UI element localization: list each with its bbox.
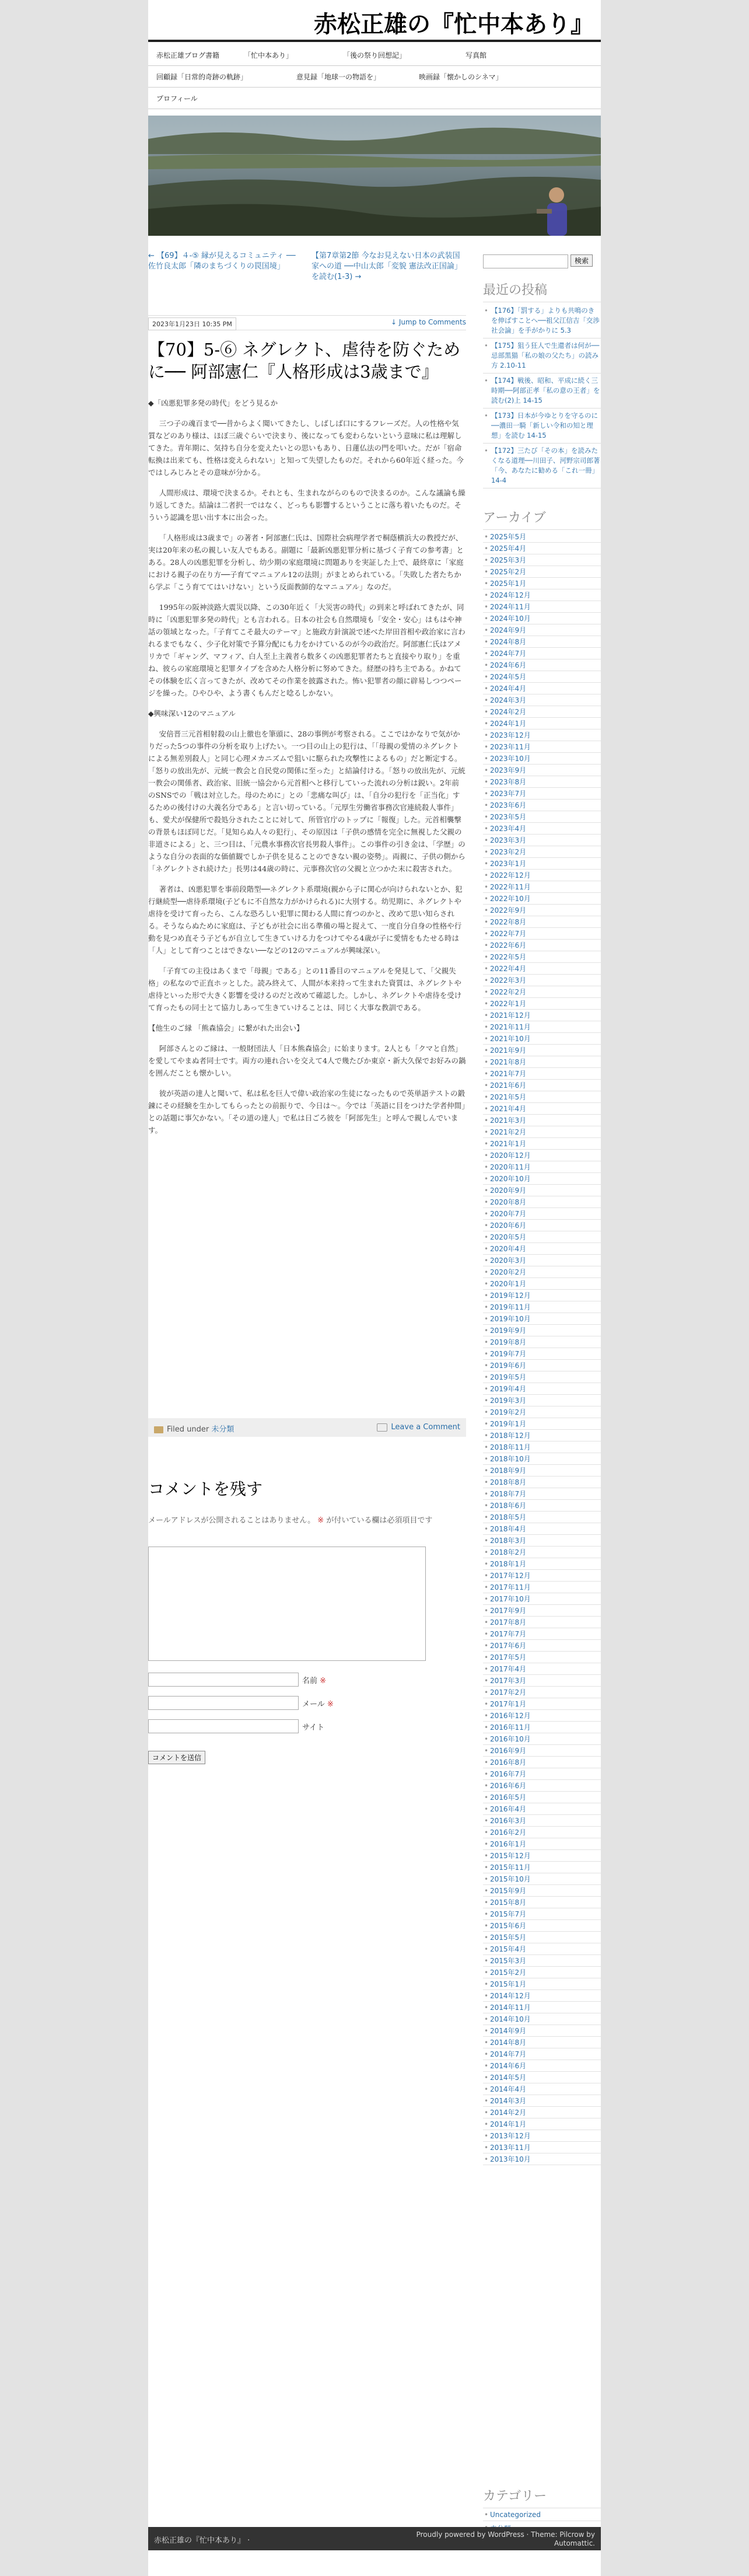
archive-month-link[interactable]: • 2015年4月 [483,1943,601,1955]
archive-month-link[interactable]: • 2015年7月 [483,1908,601,1920]
nav-item-kaikoroku[interactable]: 回顧録「日常的奇跡の軌跡」 [156,73,248,81]
archive-month-link[interactable]: • 2022年9月 [483,905,601,916]
paragraph: 彼が英語の達人と聞いて、私は私を巨人で偉い政治家の生徒になったもので英単語テストの鍛錬にその経験を生かしてもらったとの前振りで、今日は〜。今では「英語に目をつけた学者仲間」との話題に事欠かない。「その道の達人」で私は日ごろ彼を「阿部先生」と呼んで親しんでいます。 [148,1089,466,1135]
archive-month-link[interactable]: • 2016年10月 [483,1733,601,1745]
archive-month-link[interactable]: • 2019年2月 [483,1406,601,1418]
archive-month-link[interactable]: • 2017年12月 [483,1570,601,1582]
archive-month-link[interactable]: • 2025年5月 [483,531,601,543]
nav-item-memoir[interactable]: 「後の祭り回想記」 [343,51,407,60]
comment-textarea[interactable] [148,1547,426,1661]
archive-month-link[interactable]: • 2025年2月 [483,566,601,578]
paragraph: 1995年の阪神淡路大震災以降、この30年近く「大災害の時代」の到来と呼ばれてきたが、同時に「凶悪犯罪多発の時代」とも言われる。日本の社会も自然環境も「安全・安心」はもはや神話の領域となった。「子育てこそ最大のテーマ」と施政方針演説で述べた岸田首相や政治家に言われるまでもなく、少子化対策で予算分配にも力をかけているのが今の政治だ。阿部憲仁氏はアメリカで「ギャング、マフィア、白人至上主義者ら数多くの凶悪犯罪者たちと直接やり取り」を重ね、彼らの家庭環境と犯罪タイプを含めた人格分析に努めてきた。経歴の持ち主である。かねてその体験を広く言ってきたが、改めてその作業を披露された。怖い犯罪者の顔に辟易しつつページを繰った。ひやひや、よう書くもんだと唸るしかない。 [148,603,466,697]
archive-month-link[interactable]: • 2022年2月 [483,986,601,998]
archive-month-link[interactable]: • 2020年2月 [483,1266,601,1278]
leave-comment-label: Leave a Comment [391,1423,460,1432]
archive-month-link[interactable]: • 2018年7月 [483,1488,601,1500]
archive-month-link[interactable]: • 2019年1月 [483,1418,601,1430]
post-date: 2023年1月23日 10:35 PM [148,317,236,330]
leave-comment-link[interactable] [377,1423,460,1432]
archive-month-link[interactable]: • 2022年7月 [483,928,601,940]
archive-month-link[interactable]: • 2019年4月 [483,1383,601,1395]
name-label-text: 名前 [302,1677,318,1685]
archive-month-link[interactable]: • 2020年1月 [483,1278,601,1290]
archive-month-link[interactable]: • 2021年1月 [483,1138,601,1150]
archive-month-link[interactable]: • 2017年3月 [483,1675,601,1687]
archive-month-link[interactable]: • 2023年11月 [483,741,601,753]
archive-month-link[interactable]: • 2020年6月 [483,1220,601,1231]
site-input[interactable] [148,1719,299,1733]
archive-month-link[interactable]: • 2014年5月 [483,2072,601,2083]
archive-month-link[interactable]: • 2020年7月 [483,1208,601,1220]
archive-month-link[interactable]: • 2016年1月 [483,1838,601,1850]
archive-month-link[interactable]: • 2015年8月 [483,1897,601,1908]
archive-month-link[interactable]: • 2024年9月 [483,624,601,636]
post-meta [148,315,466,330]
recent-post-link[interactable]: • 【175】狙う狂人で生還者は何が──忌部黒猫「私の娘の父たち」の読み方 2.10-11 [483,338,601,374]
nav-item-bochu[interactable]: 「忙中本あり」 [244,51,293,60]
archive-month-link[interactable]: • 2018年10月 [483,1453,601,1465]
archive-month-link[interactable]: • 2022年6月 [483,940,601,951]
archive-month-link[interactable]: • 2021年11月 [483,1021,601,1033]
archive-month-link[interactable]: • 2017年1月 [483,1698,601,1710]
archive-month-link[interactable]: • 2023年6月 [483,800,601,811]
archive-month-link[interactable]: • 2017年4月 [483,1663,601,1675]
paragraph: 著者は、凶悪犯罪を事前段階型──ネグレクト系環境(親から子に関心が向けられないとか、犯行継続型──虐待系環境(子どもに不自然な力がかけられる)に大別する。幼児期に、ネグレクトや虐待を受けて育ったら、こんな恐ろしい犯罪に関わる人間に育つのかと、改めて思い知らされる。そうならぬために家庭は、子どもが社会に出る準備の場と捉えて、一度自分自身の性格や行動を見つめ直そう子どもが自立して生きていける力をつけてやる4歳が子に愛情をもたせる時は「人」として育つことはできない──などの12のマニュアルが興味深い。 [148,885,463,955]
archive-month-link[interactable]: • 2015年5月 [483,1932,601,1943]
page-wrapper [148,0,601,2576]
site-field [148,1719,466,1733]
archive-month-link[interactable]: • 2021年9月 [483,1045,601,1056]
archive-month-link[interactable]: • 2022年5月 [483,951,601,963]
archive-month-link[interactable]: • 2019年6月 [483,1360,601,1371]
archive-month-link[interactable]: • 2024年7月 [483,648,601,659]
archive-month-link[interactable]: • 2018年5月 [483,1512,601,1523]
email-field [148,1696,466,1710]
archive-month-link[interactable]: • 2021年6月 [483,1080,601,1091]
comment-form-title: コメントを残す [148,1479,263,1499]
paragraph: 「人格形成は3歳まで」の著者・阿部憲仁氏は、国際社会病理学者で桐蔭横浜大の教授だが、実は20年来の私の親しい友人でもある。副題に「最新凶悪犯罪分析に基づく子育ての参考書」とある。28人の凶悪犯罪を分析し、幼少期の家庭環境に問題ありを実証した上で、最終章に「家庭における親子の在り方──子育てマニュアル12の法則」がまとめられている。「失敗した者たちから学ぶ「こう育ててはいけない」という反面教師的なマニュアル」なのだ。 [148,533,464,591]
site-label: サイト [302,1723,325,1732]
archive-month-link[interactable]: • 2024年3月 [483,694,601,706]
archive-month-link[interactable]: • 2015年12月 [483,1850,601,1862]
nav-item-profile[interactable]: プロフィール [156,95,198,103]
archive-month-link[interactable]: • 2016年6月 [483,1780,601,1792]
archive-month-link[interactable]: • 2018年6月 [483,1500,601,1512]
archive-month-link[interactable]: • 2019年9月 [483,1325,601,1336]
archive-month-link[interactable]: • 2016年9月 [483,1745,601,1757]
archive-month-link[interactable]: • 2023年2月 [483,846,601,858]
name-input[interactable] [148,1673,299,1687]
archive-month-link[interactable]: • 2016年3月 [483,1815,601,1827]
archive-month-link[interactable]: • 2018年12月 [483,1430,601,1441]
archive-month-link[interactable]: • 2025年1月 [483,578,601,589]
archive-month-link[interactable]: • 2024年8月 [483,636,601,648]
archive-month-link[interactable]: • 2024年6月 [483,659,601,671]
archive-month-link[interactable]: • 2014年3月 [483,2095,601,2107]
archive-month-link[interactable]: • 2018年2月 [483,1547,601,1558]
archive-month-link[interactable]: • 2023年8月 [483,776,601,788]
archive-month-link[interactable]: • 2017年5月 [483,1652,601,1663]
footer-credit-line-2[interactable]: Automattic. [554,2539,595,2547]
nav-item-ikenroku[interactable]: 意見録「地球一の物語を」 [296,73,381,81]
archive-month-link[interactable]: • 2022年11月 [483,881,601,893]
archive-month-link[interactable]: • 2024年5月 [483,671,601,683]
search-input[interactable] [483,254,568,268]
header-banner-image [148,116,601,236]
footer-credits [416,2530,595,2548]
archive-month-link[interactable]: • 2014年6月 [483,2060,601,2072]
archive-month-link[interactable]: • 2023年4月 [483,823,601,835]
archive-month-link[interactable]: • 2018年4月 [483,1523,601,1535]
archive-month-link[interactable]: • 2020年8月 [483,1196,601,1208]
archive-month-link[interactable]: • 2017年8月 [483,1617,601,1628]
filed-under [154,1423,234,1434]
archive-month-link[interactable]: • 2013年10月 [483,2153,601,2165]
archive-month-link[interactable]: • 2024年1月 [483,718,601,729]
archive-month-link[interactable]: • 2014年9月 [483,2025,601,2037]
archive-month-link[interactable]: • 2018年1月 [483,1558,601,1570]
nav-row-1 [148,44,601,66]
comment-form [148,1477,466,1762]
paragraph: 三つ子の魂百まで──昔からよく聞いてきたし、しばしば口にするフレーズだ。人の性格や気質などのあり様は、ほぼ三歳ぐらいで決まり、後になっても変わらないという意味に私は理解してきた。青年期に、気持ち自分を変えたいとの思いもあり、日蓮仏法の門を叩いた。だが「宿命転換は出来ても、性格は変えられない」と知って失望したものだ。それから60年近く経った。今ではしみじみとその意味が分かる。 [148,419,464,477]
email-input[interactable] [148,1696,299,1710]
archive-month-link[interactable]: • 2023年3月 [483,835,601,846]
archive-month-link[interactable]: • 2015年1月 [483,1978,601,1990]
archive-month-link[interactable]: • 2022年10月 [483,893,601,905]
archive-month-link[interactable]: • 2019年10月 [483,1313,601,1325]
email-required-mark: ※ [327,1700,334,1709]
archive-month-link[interactable]: • 2023年7月 [483,788,601,800]
archive-month-link[interactable]: • 2021年12月 [483,1010,601,1021]
recent-posts-list [483,303,601,488]
archive-month-link[interactable]: • 2019年8月 [483,1336,601,1348]
categories-title: カテゴリー [483,2486,601,2508]
archive-month-link[interactable]: • 2013年11月 [483,2142,601,2153]
footer-credit-line-1[interactable]: Proudly powered by WordPress · Theme: Pilcrow by [416,2530,595,2539]
archive-month-link[interactable]: • 2018年8月 [483,1477,601,1488]
archive-month-link[interactable]: • 2015年2月 [483,1967,601,1978]
archive-month-link[interactable]: • 2019年5月 [483,1371,601,1383]
archive-month-link[interactable]: • 2023年12月 [483,729,601,741]
section-heading: 【他生のご縁 「熊森協会」に繋がれた出会い】 [148,1024,304,1032]
archive-month-link[interactable]: • 2016年8月 [483,1757,601,1768]
recent-posts-title: 最近の投稿 [483,280,601,302]
archive-month-link[interactable]: • 2021年10月 [483,1033,601,1045]
archive-month-link[interactable]: • 2021年5月 [483,1091,601,1103]
archive-month-link[interactable]: • 2017年6月 [483,1640,601,1652]
folder-icon [154,1426,163,1433]
filed-label: Filed under [167,1425,209,1434]
archive-month-link[interactable]: • 2023年10月 [483,753,601,765]
name-field [148,1673,466,1687]
archive-month-link[interactable]: • 2022年1月 [483,998,601,1010]
footer-site-name[interactable]: 赤松正雄の『忙中本あり』 · [154,2536,250,2545]
paragraph: 安倍晋三元首相射殺の山上徹也を筆頭に、28の事例が考察される。ここではかなりで気がかりだった5つの事件の分析を取り上げたい。一つ目の山上の犯行は、「「母親の愛情のネグレクトによる無差別殺人」と同じ心理メカニズムで狙いに駆られた攻撃性によるもの」だと断定する。「怒りの放出先が、元統一教会と自民党の関係に至った」と結論付ける。「怒りの放出先が、元統一教会の関係者、政治家、旧統一協会から元首相へと移行していった流れの分析は鋭い。2年前のSNSでの「戦は対立した。母のために」との「悲痛な叫び」は、「自分の犯行を「正当化」するための後付けの大義名分である」と言い切っている。「元厚生労働省事務次官連続殺人事件」も、愛犬が保健所で殺処分されたことに対して、所管官庁のトップに「報復」した。元首相襲撃の背景もほぼ同じだ。「見知らぬ人々の犯行」、その原因は「子供の感情を完全に無視した父親の非道さによる」と、三つ目は、「元農水事務次官長男殺人事件」。この事件の引き金は、「学歴」のような自分の表面的な価値観でしか子供を見ることのできない親の姿勢」。両親に、子供の側から「ネグレクトされ続けた」長男は44歳の時に、元事務次官の父親と立つかた末に殺害された。 [148,729,466,873]
nav-item-books[interactable]: 赤松正雄ブログ書籍 [156,51,220,60]
archive-month-link[interactable]: • 2016年4月 [483,1803,601,1815]
archive-month-link[interactable]: • 2024年4月 [483,683,601,694]
site-title[interactable]: 赤松正雄の『忙中本あり』 [314,11,594,38]
archive-month-link[interactable]: • 2020年4月 [483,1243,601,1255]
paragraph: 「子育ての主役はあくまで「母親」である」との11番目のマニュアルを発見して、「父親失格」の私なので正直ホッとした。読み終えて、人間が本来持って生まれた資質は、ネグレクトや虐待といった形で大きく影響を受けるのだと改めて確認した。しかし、ネグレクトや虐待を受けて育ったもの同士とて協力しあって生きていけることは、同じく大事な教訓である。 [148,966,462,1012]
category-link[interactable]: • Uncategorized [483,2508,601,2521]
category-link[interactable]: 未分類 [211,1425,235,1434]
archive-month-link[interactable]: • 2023年1月 [483,858,601,870]
nav-item-photos[interactable]: 写真館 [466,51,487,60]
paragraph: 人間形成は、環境で決まるか。それとも、生まれながらのもので決まるのか。こんな議論も繰り返してきた。結論は二者択一ではなく、どっちも影響するということに落ち着いたものだ。そういう認識を思い出す本に出会った。 [148,488,466,522]
nav-row-3 [148,88,601,109]
archive-month-link[interactable]: • 2015年10月 [483,1873,601,1885]
archive-month-link[interactable]: • 2016年7月 [483,1768,601,1780]
archive-month-link[interactable]: • 2025年3月 [483,554,601,566]
archive-month-link[interactable]: • 2017年7月 [483,1628,601,1640]
required-mark: ※ [317,1516,324,1525]
archive-month-link[interactable]: • 2024年10月 [483,613,601,624]
archive-month-link[interactable]: • 2019年7月 [483,1348,601,1360]
archive-month-link[interactable]: • 2017年10月 [483,1593,601,1605]
archive-month-link[interactable]: • 2022年3月 [483,975,601,986]
archive-month-link[interactable]: • 2014年4月 [483,2083,601,2095]
archive-month-link[interactable]: • 2014年10月 [483,2013,601,2025]
site-footer [148,2527,601,2550]
archive-month-link[interactable]: • 2014年1月 [483,2118,601,2130]
archive-month-link[interactable]: • 2020年12月 [483,1150,601,1161]
recent-post-link[interactable]: • 【173】日本が今ゆとりを守るのに──濃田一騎「新しい令和の知と理想」を読む 14-15 [483,409,601,444]
archive-list [483,531,601,2165]
archive-month-link[interactable]: • 2020年10月 [483,1173,601,1185]
archive-month-link[interactable]: • 2016年12月 [483,1710,601,1722]
archive-month-link[interactable]: • 2016年11月 [483,1722,601,1733]
nav-row-2 [148,66,601,88]
archive-month-link[interactable]: • 2014年11月 [483,2002,601,2013]
archive-month-link[interactable]: • 2019年3月 [483,1395,601,1406]
speech-bubble-icon [377,1423,387,1432]
recent-post-link[interactable]: • 【172】三たび「その本」を読みたくなる道理──川田子、河野宗司郎著「今、あなたに勧める「これ一冊」 14-4 [483,444,601,488]
archive-title: アーカイブ [483,508,601,530]
archive-month-link[interactable]: • 2020年5月 [483,1231,601,1243]
archive-month-link[interactable]: • 2015年6月 [483,1920,601,1932]
nav-item-eigaroku[interactable]: 映画録「懐かしのシネマ」 [419,73,503,81]
archive-month-link[interactable]: • 2018年11月 [483,1441,601,1453]
archive-month-link[interactable]: • 2023年9月 [483,765,601,776]
previous-post-link[interactable]: ← 【69】４-⑤ 縁が見えるコミュニティ ──佐竹良太郎「隣のまちづくりの罠国境」 [148,252,296,271]
post-footer [148,1418,466,1437]
archive-month-link[interactable]: • 2016年5月 [483,1792,601,1803]
archive-month-link[interactable]: • 2022年12月 [483,870,601,881]
archive-month-link[interactable]: • 2015年11月 [483,1862,601,1873]
archive-month-link[interactable]: • 2020年3月 [483,1255,601,1266]
recent-post-link[interactable]: • 【174】戦後、昭和、平成に続く三時期──阿部正孝「私の意の王者」を読む(2)上 14-15 [483,374,601,409]
jump-to-comments-link[interactable]: ↓ Jump to Comments [390,318,466,326]
name-label [302,1674,326,1685]
archive-month-link[interactable]: • 2014年12月 [483,1990,601,2002]
archive-month-link[interactable]: • 2022年8月 [483,916,601,928]
section-heading: ◆興味深い12のマニュアル [148,709,236,718]
archive-month-link[interactable]: • 2024年12月 [483,589,601,601]
archive-month-link[interactable]: • 2014年7月 [483,2048,601,2060]
header-rule [148,40,601,42]
archive-month-link[interactable]: • 2016年2月 [483,1827,601,1838]
search-button[interactable]: 検索 [570,254,593,267]
archive-month-link[interactable]: • 2017年9月 [483,1605,601,1617]
email-label-text: メール [302,1700,325,1709]
note-tail: が付いている欄は必須項目です [326,1516,433,1525]
archive-month-link[interactable]: • 2021年3月 [483,1115,601,1126]
archive-month-link[interactable]: • 2017年2月 [483,1687,601,1698]
archive-month-link[interactable]: • 2015年9月 [483,1885,601,1897]
paragraph: 阿部さんとのご縁は、一般財団法人「日本熊森協会」に始まります。2人とも「クマと自然」を愛してやまぬ者同士です。両方の連れ合いを交えて4人で幾たびか東京・新大久保でお好みの鍋を囲んだことも懐かしい。 [148,1044,466,1077]
archive-month-link[interactable]: • 2017年11月 [483,1582,601,1593]
next-post-link[interactable]: 【第7章第2節 今なお見えない日本の武装国家への道 ──中山太郎「変貌 憲法改正国論」を読む(1-3) → [312,252,462,281]
archive-month-link[interactable]: • 2025年4月 [483,543,601,554]
name-required-mark: ※ [320,1677,327,1685]
archive-month-link[interactable]: • 2023年5月 [483,811,601,823]
archive-month-link[interactable]: • 2024年11月 [483,601,601,613]
main-navigation [148,44,601,109]
archive-month-link[interactable]: • 2020年11月 [483,1161,601,1173]
archive-month-link[interactable]: • 2014年2月 [483,2107,601,2118]
archive-month-link[interactable]: • 2019年11月 [483,1301,601,1313]
archive-month-link[interactable]: • 2021年7月 [483,1068,601,1080]
archive-month-link[interactable]: • 2013年12月 [483,2130,601,2142]
recent-post-link[interactable]: • 【176】「罰する」よりも共鳴のきを伸ばすことへ──祖父江信吉「交渉社会論」を手がかりに 5.3 [483,303,601,338]
section-heading: ◆「凶悪犯罪多発の時代」をどう見るか [148,399,278,407]
archive-month-link[interactable]: • 2019年12月 [483,1290,601,1301]
archive-month-link[interactable]: • 2015年3月 [483,1955,601,1967]
submit-comment-button[interactable]: コメントを送信 [148,1751,205,1764]
archive-month-link[interactable]: • 2021年4月 [483,1103,601,1115]
archive-month-link[interactable]: • 2021年2月 [483,1126,601,1138]
archive-month-link[interactable]: • 2014年8月 [483,2037,601,2048]
archive-month-link[interactable]: • 2018年3月 [483,1535,601,1547]
post-entry [148,397,466,1144]
post-title[interactable]: 【70】5-⑥ ネグレクト、虐待を防ぐために── 阿部憲仁『人格形成は3歳まで』 [148,340,461,382]
archive-month-link[interactable]: • 2020年9月 [483,1185,601,1196]
archive-month-link[interactable]: • 2022年4月 [483,963,601,975]
archive-month-link[interactable]: • 2024年2月 [483,706,601,718]
archive-month-link[interactable]: • 2018年9月 [483,1465,601,1477]
email-label [302,1698,334,1709]
comment-form-note [148,1515,466,1527]
note-text: メールアドレスが公開されることはありません。 [148,1516,316,1525]
archive-month-link[interactable]: • 2021年8月 [483,1056,601,1068]
